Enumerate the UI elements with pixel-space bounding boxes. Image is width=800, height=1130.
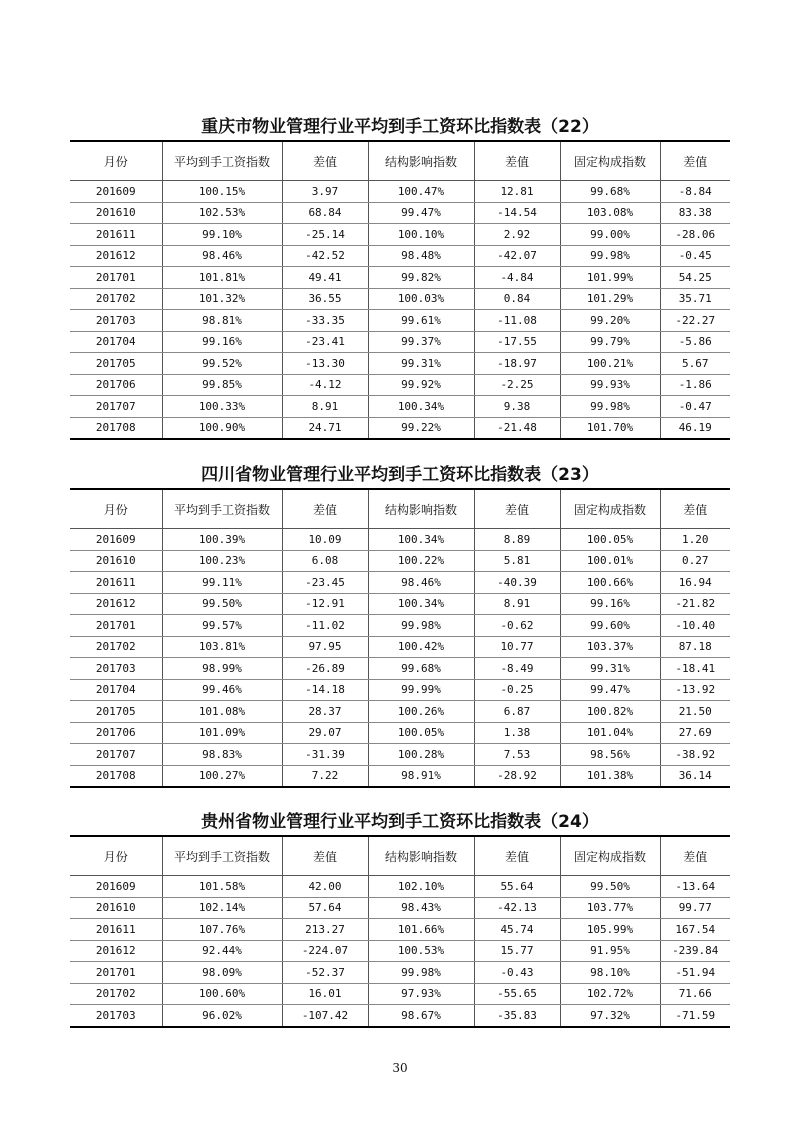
header-row xyxy=(70,489,730,529)
table-cell: 201701 xyxy=(70,615,162,637)
table-cell: 99.92% xyxy=(368,374,474,396)
table-cell: -28.92 xyxy=(474,765,560,787)
table-cell: 71.66 xyxy=(660,983,730,1005)
table-cell: 10.77 xyxy=(474,636,560,658)
table-cell: -33.35 xyxy=(282,310,368,332)
table-cell: 28.37 xyxy=(282,701,368,723)
table-cell: 97.32% xyxy=(560,1005,660,1027)
table-cell: 201611 xyxy=(70,224,162,246)
table-cell: 100.15% xyxy=(162,181,282,203)
table-cell: 167.54 xyxy=(660,919,730,941)
table-title: 四川省物业管理行业平均到手工资环比指数表（23） xyxy=(201,465,599,485)
data-table xyxy=(70,835,730,1028)
table-cell: 100.27% xyxy=(162,765,282,787)
table-row xyxy=(70,593,730,615)
table-cell: 16.01 xyxy=(282,983,368,1005)
table-cell: -51.94 xyxy=(660,962,730,984)
column-header: 结构影响指数 xyxy=(368,489,474,529)
table-row xyxy=(70,245,730,267)
table-cell: 15.77 xyxy=(474,940,560,962)
table-cell: 100.39% xyxy=(162,529,282,551)
table-cell: 100.22% xyxy=(368,550,474,572)
table-cell: 102.10% xyxy=(368,876,474,898)
table-cell: 201701 xyxy=(70,267,162,289)
table-cell: 100.42% xyxy=(368,636,474,658)
table-cell: 102.72% xyxy=(560,983,660,1005)
column-header: 固定构成指数 xyxy=(560,141,660,181)
page-number: 30 xyxy=(392,1061,408,1075)
table-cell: 201706 xyxy=(70,374,162,396)
table-cell: 99.99% xyxy=(368,679,474,701)
table-cell: 6.08 xyxy=(282,550,368,572)
table-cell: 7.22 xyxy=(282,765,368,787)
table-cell: 100.01% xyxy=(560,550,660,572)
column-header: 差值 xyxy=(474,141,560,181)
table-cell: 100.28% xyxy=(368,744,474,766)
table-row xyxy=(70,224,730,246)
table-cell: 87.18 xyxy=(660,636,730,658)
table-cell: 98.83% xyxy=(162,744,282,766)
table-row xyxy=(70,962,730,984)
table-cell: 213.27 xyxy=(282,919,368,941)
table-cell: 98.09% xyxy=(162,962,282,984)
table-cell: -14.54 xyxy=(474,202,560,224)
table-cell: -2.25 xyxy=(474,374,560,396)
table-cell: 103.08% xyxy=(560,202,660,224)
column-header: 月份 xyxy=(70,489,162,529)
table-block-guizhou xyxy=(70,811,730,1028)
column-header: 差值 xyxy=(660,836,730,876)
table-cell: -17.55 xyxy=(474,331,560,353)
table-cell: 201612 xyxy=(70,940,162,962)
table-cell: -18.41 xyxy=(660,658,730,680)
table-cell: 99.00% xyxy=(560,224,660,246)
table-row xyxy=(70,744,730,766)
table-cell: 99.98% xyxy=(560,245,660,267)
table-cell: 91.95% xyxy=(560,940,660,962)
table-cell: -13.92 xyxy=(660,679,730,701)
table-cell: 101.66% xyxy=(368,919,474,941)
table-cell: -11.02 xyxy=(282,615,368,637)
table-cell: 5.81 xyxy=(474,550,560,572)
table-cell: 101.29% xyxy=(560,288,660,310)
table-row xyxy=(70,765,730,787)
table-cell: 100.03% xyxy=(368,288,474,310)
table-cell: 101.81% xyxy=(162,267,282,289)
table-cell: 99.20% xyxy=(560,310,660,332)
table-cell: 201704 xyxy=(70,331,162,353)
table-cell: -42.52 xyxy=(282,245,368,267)
table-cell: 1.20 xyxy=(660,529,730,551)
table-cell: 98.43% xyxy=(368,897,474,919)
table-cell: 98.67% xyxy=(368,1005,474,1027)
table-cell: 103.77% xyxy=(560,897,660,919)
table-cell: -13.64 xyxy=(660,876,730,898)
table-row xyxy=(70,267,730,289)
table-cell: 6.87 xyxy=(474,701,560,723)
table-cell: 105.99% xyxy=(560,919,660,941)
table-block-sichuan xyxy=(70,464,730,788)
table-cell: 100.26% xyxy=(368,701,474,723)
table-cell: 68.84 xyxy=(282,202,368,224)
table-cell: -4.12 xyxy=(282,374,368,396)
table-cell: 201703 xyxy=(70,310,162,332)
table-cell: 21.50 xyxy=(660,701,730,723)
table-cell: -52.37 xyxy=(282,962,368,984)
table-row xyxy=(70,202,730,224)
table-cell: -23.45 xyxy=(282,572,368,594)
table-cell: 8.89 xyxy=(474,529,560,551)
table-cell: -71.59 xyxy=(660,1005,730,1027)
table-cell: 100.21% xyxy=(560,353,660,375)
table-cell: -4.84 xyxy=(474,267,560,289)
table-cell: 103.81% xyxy=(162,636,282,658)
column-header: 固定构成指数 xyxy=(560,489,660,529)
table-cell: 29.07 xyxy=(282,722,368,744)
table-title: 重庆市物业管理行业平均到手工资环比指数表（22） xyxy=(201,117,599,137)
table-cell: -0.25 xyxy=(474,679,560,701)
table-cell: 49.41 xyxy=(282,267,368,289)
table-cell: 100.23% xyxy=(162,550,282,572)
table-row xyxy=(70,529,730,551)
table-cell: 99.50% xyxy=(560,876,660,898)
column-header: 差值 xyxy=(660,141,730,181)
header-row xyxy=(70,836,730,876)
table-cell: 27.69 xyxy=(660,722,730,744)
table-cell: 100.53% xyxy=(368,940,474,962)
table-cell: 201610 xyxy=(70,550,162,572)
table-cell: 100.05% xyxy=(368,722,474,744)
table-cell: 201704 xyxy=(70,679,162,701)
column-header: 平均到手工资指数 xyxy=(162,836,282,876)
table-cell: 100.82% xyxy=(560,701,660,723)
table-cell: 99.37% xyxy=(368,331,474,353)
table-cell: 100.34% xyxy=(368,396,474,418)
table-cell: 201612 xyxy=(70,245,162,267)
table-cell: 10.09 xyxy=(282,529,368,551)
table-cell: 201703 xyxy=(70,658,162,680)
table-row xyxy=(70,310,730,332)
table-cell: 201702 xyxy=(70,636,162,658)
table-cell: -239.84 xyxy=(660,940,730,962)
table-row xyxy=(70,550,730,572)
table-cell: 99.10% xyxy=(162,224,282,246)
table-cell: 9.38 xyxy=(474,396,560,418)
table-cell: 100.34% xyxy=(368,529,474,551)
data-table xyxy=(70,140,730,440)
table-cell: -31.39 xyxy=(282,744,368,766)
table-cell: 98.10% xyxy=(560,962,660,984)
table-cell: 201610 xyxy=(70,202,162,224)
table-cell: 102.53% xyxy=(162,202,282,224)
table-cell: 101.08% xyxy=(162,701,282,723)
table-cell: 101.09% xyxy=(162,722,282,744)
table-cell: 201708 xyxy=(70,765,162,787)
table-row xyxy=(70,374,730,396)
table-cell: 99.47% xyxy=(368,202,474,224)
table-cell: 201611 xyxy=(70,919,162,941)
table-cell: -8.84 xyxy=(660,181,730,203)
table-cell: 99.79% xyxy=(560,331,660,353)
column-header: 月份 xyxy=(70,141,162,181)
table-cell: 201611 xyxy=(70,572,162,594)
table-cell: 201703 xyxy=(70,1005,162,1027)
table-cell: 99.50% xyxy=(162,593,282,615)
table-cell: 201702 xyxy=(70,288,162,310)
table-cell: 98.81% xyxy=(162,310,282,332)
table-cell: -8.49 xyxy=(474,658,560,680)
table-cell: 0.84 xyxy=(474,288,560,310)
table-cell: 99.11% xyxy=(162,572,282,594)
table-cell: 35.71 xyxy=(660,288,730,310)
column-header: 结构影响指数 xyxy=(368,141,474,181)
table-row xyxy=(70,701,730,723)
table-cell: 101.38% xyxy=(560,765,660,787)
table-cell: -107.42 xyxy=(282,1005,368,1027)
table-cell: 99.68% xyxy=(368,658,474,680)
table-row xyxy=(70,417,730,439)
table-cell: 97.93% xyxy=(368,983,474,1005)
table-cell: 201612 xyxy=(70,593,162,615)
table-cell: 99.77 xyxy=(660,897,730,919)
table-cell: 45.74 xyxy=(474,919,560,941)
table-cell: -18.97 xyxy=(474,353,560,375)
table-cell: 2.92 xyxy=(474,224,560,246)
table-cell: 99.31% xyxy=(560,658,660,680)
table-cell: 101.32% xyxy=(162,288,282,310)
table-cell: -23.41 xyxy=(282,331,368,353)
table-cell: 98.99% xyxy=(162,658,282,680)
table-row xyxy=(70,615,730,637)
column-header: 固定构成指数 xyxy=(560,836,660,876)
table-cell: -13.30 xyxy=(282,353,368,375)
table-cell: -11.08 xyxy=(474,310,560,332)
table-cell: 99.93% xyxy=(560,374,660,396)
table-cell: 99.46% xyxy=(162,679,282,701)
table-cell: -224.07 xyxy=(282,940,368,962)
column-header: 差值 xyxy=(474,836,560,876)
table-cell: 99.98% xyxy=(368,615,474,637)
table-cell: 99.82% xyxy=(368,267,474,289)
column-header: 平均到手工资指数 xyxy=(162,489,282,529)
table-cell: 7.53 xyxy=(474,744,560,766)
table-title: 贵州省物业管理行业平均到手工资环比指数表（24） xyxy=(201,812,599,832)
table-cell: 54.25 xyxy=(660,267,730,289)
column-header: 平均到手工资指数 xyxy=(162,141,282,181)
table-cell: 1.38 xyxy=(474,722,560,744)
table-cell: 201708 xyxy=(70,417,162,439)
table-row xyxy=(70,353,730,375)
table-row xyxy=(70,331,730,353)
table-row xyxy=(70,940,730,962)
column-header: 差值 xyxy=(282,836,368,876)
table-cell: -38.92 xyxy=(660,744,730,766)
table-cell: 201610 xyxy=(70,897,162,919)
table-cell: 102.14% xyxy=(162,897,282,919)
table-row xyxy=(70,679,730,701)
table-cell: 57.64 xyxy=(282,897,368,919)
table-row xyxy=(70,722,730,744)
table-cell: 36.55 xyxy=(282,288,368,310)
table-row xyxy=(70,396,730,418)
table-cell: 99.31% xyxy=(368,353,474,375)
table-cell: 55.64 xyxy=(474,876,560,898)
table-cell: -42.07 xyxy=(474,245,560,267)
table-cell: 99.52% xyxy=(162,353,282,375)
table-cell: 99.57% xyxy=(162,615,282,637)
table-cell: 201609 xyxy=(70,529,162,551)
header-row xyxy=(70,141,730,181)
table-cell: 98.46% xyxy=(368,572,474,594)
table-cell: -12.91 xyxy=(282,593,368,615)
table-cell: 98.48% xyxy=(368,245,474,267)
table-cell: 92.44% xyxy=(162,940,282,962)
table-cell: 5.67 xyxy=(660,353,730,375)
table-cell: -28.06 xyxy=(660,224,730,246)
table-row xyxy=(70,658,730,680)
table-row xyxy=(70,636,730,658)
table-cell: 99.47% xyxy=(560,679,660,701)
table-cell: 97.95 xyxy=(282,636,368,658)
table-cell: 99.60% xyxy=(560,615,660,637)
table-cell: -0.45 xyxy=(660,245,730,267)
table-cell: 8.91 xyxy=(282,396,368,418)
table-cell: 201701 xyxy=(70,962,162,984)
table-cell: 99.98% xyxy=(560,396,660,418)
table-cell: 99.85% xyxy=(162,374,282,396)
table-cell: 100.47% xyxy=(368,181,474,203)
table-cell: 12.81 xyxy=(474,181,560,203)
table-cell: 201705 xyxy=(70,701,162,723)
table-cell: 101.58% xyxy=(162,876,282,898)
table-cell: 8.91 xyxy=(474,593,560,615)
table-row xyxy=(70,181,730,203)
table-cell: 101.99% xyxy=(560,267,660,289)
table-cell: 201705 xyxy=(70,353,162,375)
table-cell: 201609 xyxy=(70,181,162,203)
table-cell: -0.43 xyxy=(474,962,560,984)
table-cell: 201609 xyxy=(70,876,162,898)
table-cell: -1.86 xyxy=(660,374,730,396)
table-cell: 103.37% xyxy=(560,636,660,658)
table-cell: 98.46% xyxy=(162,245,282,267)
table-cell: 83.38 xyxy=(660,202,730,224)
table-cell: 201702 xyxy=(70,983,162,1005)
table-row xyxy=(70,1005,730,1027)
table-cell: 0.27 xyxy=(660,550,730,572)
table-cell: -26.89 xyxy=(282,658,368,680)
table-cell: 99.16% xyxy=(560,593,660,615)
table-cell: 100.66% xyxy=(560,572,660,594)
table-cell: -21.82 xyxy=(660,593,730,615)
table-cell: 101.04% xyxy=(560,722,660,744)
table-cell: 46.19 xyxy=(660,417,730,439)
table-cell: 36.14 xyxy=(660,765,730,787)
table-cell: 98.91% xyxy=(368,765,474,787)
column-header: 结构影响指数 xyxy=(368,836,474,876)
table-cell: 99.61% xyxy=(368,310,474,332)
table-cell: 16.94 xyxy=(660,572,730,594)
table-cell: -40.39 xyxy=(474,572,560,594)
column-header: 差值 xyxy=(474,489,560,529)
column-header: 差值 xyxy=(282,489,368,529)
column-header: 月份 xyxy=(70,836,162,876)
table-row xyxy=(70,983,730,1005)
data-table xyxy=(70,488,730,788)
table-cell: -42.13 xyxy=(474,897,560,919)
table-block-chongqing xyxy=(70,116,730,440)
column-header: 差值 xyxy=(282,141,368,181)
table-cell: -35.83 xyxy=(474,1005,560,1027)
table-cell: 201707 xyxy=(70,744,162,766)
table-cell: 24.71 xyxy=(282,417,368,439)
table-cell: 96.02% xyxy=(162,1005,282,1027)
table-cell: 98.56% xyxy=(560,744,660,766)
table-cell: 99.98% xyxy=(368,962,474,984)
table-cell: 99.68% xyxy=(560,181,660,203)
table-cell: 100.05% xyxy=(560,529,660,551)
table-cell: -25.14 xyxy=(282,224,368,246)
table-cell: 42.00 xyxy=(282,876,368,898)
table-cell: -5.86 xyxy=(660,331,730,353)
table-cell: 201707 xyxy=(70,396,162,418)
table-cell: -22.27 xyxy=(660,310,730,332)
table-cell: 100.10% xyxy=(368,224,474,246)
table-cell: 107.76% xyxy=(162,919,282,941)
table-row xyxy=(70,876,730,898)
table-row xyxy=(70,897,730,919)
table-cell: 101.70% xyxy=(560,417,660,439)
column-header: 差值 xyxy=(660,489,730,529)
table-row xyxy=(70,572,730,594)
table-row xyxy=(70,288,730,310)
table-cell: 100.33% xyxy=(162,396,282,418)
table-cell: 201706 xyxy=(70,722,162,744)
table-cell: 3.97 xyxy=(282,181,368,203)
table-cell: 100.90% xyxy=(162,417,282,439)
table-cell: -14.18 xyxy=(282,679,368,701)
table-row xyxy=(70,919,730,941)
table-cell: -10.40 xyxy=(660,615,730,637)
table-cell: 99.22% xyxy=(368,417,474,439)
table-cell: -55.65 xyxy=(474,983,560,1005)
table-cell: 99.16% xyxy=(162,331,282,353)
table-cell: -0.62 xyxy=(474,615,560,637)
table-cell: -21.48 xyxy=(474,417,560,439)
table-cell: 100.60% xyxy=(162,983,282,1005)
table-cell: -0.47 xyxy=(660,396,730,418)
table-cell: 100.34% xyxy=(368,593,474,615)
